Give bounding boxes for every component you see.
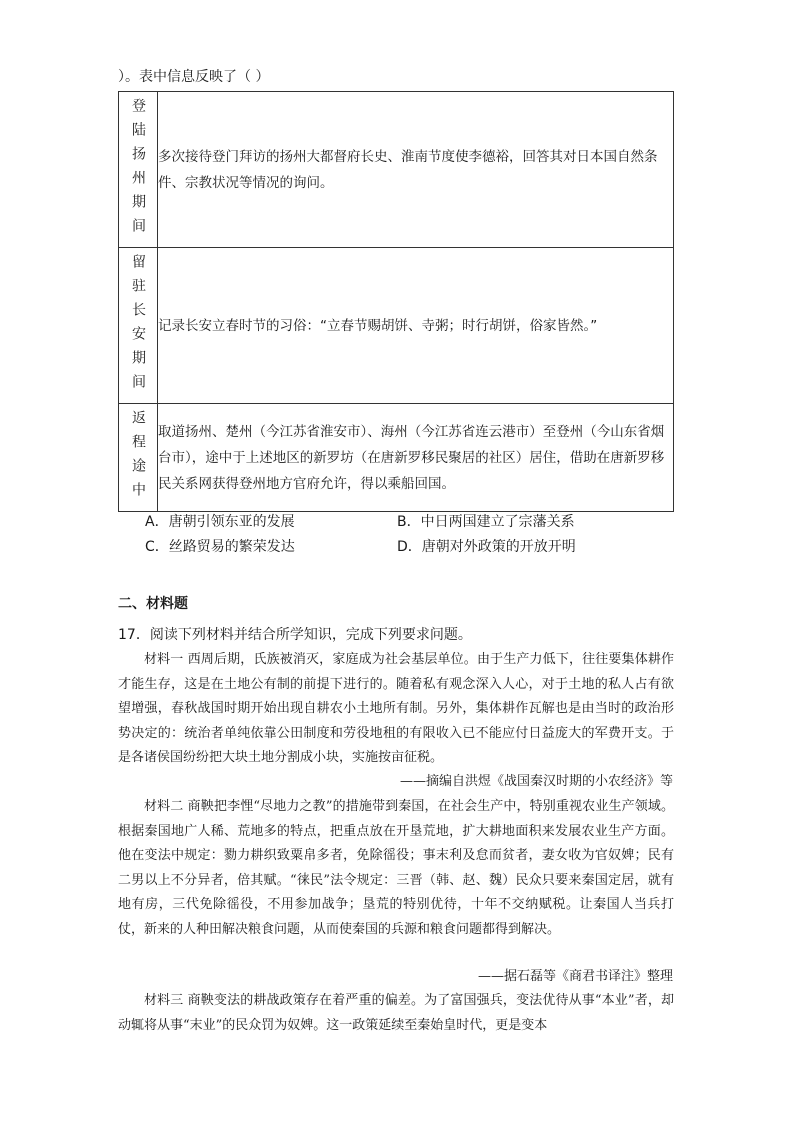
table-row <box>119 404 674 512</box>
row-content: 多次接待登门拜访的扬州大都督府长史、淮南节度使李德裕，回答其对日本国自然条件、宗教状况等情况的询问。 <box>158 92 674 248</box>
material-3: 材料三 商鞅变法的耕战政策存在着严重的偏差。为了富国强兵，变法优待从事“本业”者，却动辄将从事“末业”的民众罚为奴婢。这一政策延续至秦始皇时代，更是变本 <box>118 993 674 1033</box>
table-row <box>119 92 674 248</box>
row-label: 登陆扬州期间 <box>130 97 146 242</box>
question-17-stem: 17．阅读下列材料并结合所学知识，完成下列要求问题。 <box>118 627 472 643</box>
source-1: ——摘编自洪煜《战国秦汉时期的小农经济》等 <box>399 774 673 789</box>
option-c: C．丝路贸易的繁荣发达 <box>145 539 295 555</box>
row-label: 返程途中 <box>130 409 146 506</box>
row-label: 留驻长安期间 <box>130 253 146 398</box>
row-content: 记录长安立春时节的习俗：“立春节赐胡饼、寺粥；时行胡饼，俗家皆然。” <box>158 248 674 404</box>
row-content: 取道扬州、楚州（今江苏省淮安市）、海州（今江苏省连云港市）至登州（今山东省烟台市），途中于上述地区的新罗坊（在唐新罗移民聚居的社区）居住，借助在唐新罗移民关系网获得登州地方官府允许，得以乘船回国。 <box>158 404 674 512</box>
question-16-stem-tail: ）。表中信息反映了（ ） <box>118 69 270 85</box>
material-2: 材料二 商鞅把李悝“尽地力之教”的措施带到秦国，在社会生产中，特别重视农业生产领域。根据秦国地广人稀、荒地多的特点，把重点放在开垦荒地，扩大耕地面积来发展农业生产方面。他在变法中规定：勠力耕织致粟帛多者，免除徭役；事末利及怠而贫者，妻女收为官奴婢；民有二男以上不分异者，倍其赋。“徕民”法令规定：三晋（韩、赵、魏）民众只要来秦国定居，就有地有房，三代免除徭役，不用参加战争；垦荒的特别优待，十年不交纳赋税。让秦国人当兵打仗，新来的人种田解决粮食问题，从而使秦国的兵源和粮食问题都得到解决。 <box>118 799 674 937</box>
question-16-table <box>118 91 674 512</box>
material-1: 材料一 西周后期，氏族被消灭，家庭成为社会基层单位。由于生产力低下，往往要集体耕作才能生存，这是在土地公有制的前提下进行的。随着私有观念深入人心，对于土地的私人占有欲望增强，春秋战国时期开始出现自耕农小土地所有制。另外，集体耕作瓦解也是由当时的政治形势决定的：统治者单纯依靠公田制度和劳役地租的有限收入已不能应付日益庞大的军费开支。于是各诸侯国纷纷把大块土地分割成小块，实施按亩征税。 <box>118 652 674 765</box>
section-title: 二、材料题 <box>118 596 188 612</box>
option-b: B．中日两国建立了宗藩关系 <box>397 514 575 530</box>
table-row <box>119 248 674 404</box>
option-a: A．唐朝引领东亚的发展 <box>145 514 295 530</box>
source-2: ——据石磊等《商君书译注》整理 <box>477 969 673 984</box>
option-d: D．唐朝对外政策的开放开明 <box>397 539 576 555</box>
